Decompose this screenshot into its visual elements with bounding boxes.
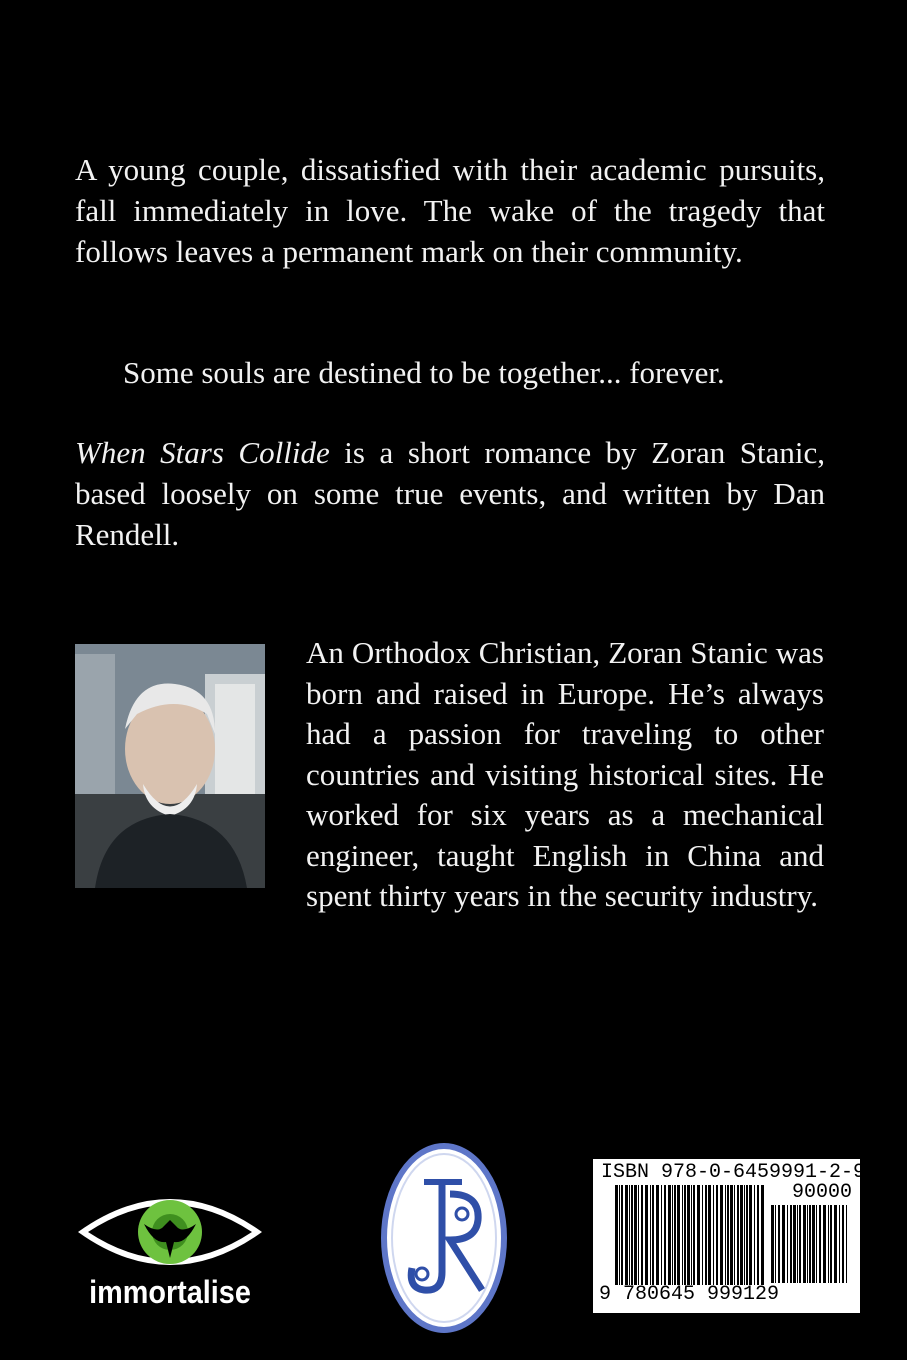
ean-bars (615, 1185, 765, 1285)
blurb-tagline: Some souls are destined to be together... forever. (123, 355, 725, 390)
publisher-name: immortalise (89, 1274, 251, 1310)
price-addon: 90000 (791, 1181, 852, 1204)
blurb-paragraph-1: A young couple, dissatisfied with their academic pursuits, fall immediately in love. The wake of the tragedy that follows leaves a permanent mark on their community. (75, 152, 825, 269)
isbn-label: ISBN 978-0-6459991-2-9 (601, 1161, 866, 1184)
blurb-paragraph-3 (75, 432, 825, 555)
ean-digits: 9 780645 999129 (599, 1283, 780, 1306)
addon-bars (771, 1205, 847, 1283)
book-title: When Stars Collide (75, 435, 330, 470)
author-photo (75, 644, 265, 888)
author-bio: An Orthodox Christian, Zoran Stanic was born and raised in Europe. He’s always had a passion for traveling to other countries and visiting historical sites. He worked for six years as a mechanical engineer, taught English in China and spent thirty years in the security industry. (306, 635, 824, 913)
jr-publisher-logo (378, 1140, 510, 1336)
isbn-barcode (593, 1159, 866, 1313)
blurb-paragraph-3-text: is a short romance by Zoran Stanic, based loosely on some true events, and written by Dan Rendell. (75, 435, 825, 552)
